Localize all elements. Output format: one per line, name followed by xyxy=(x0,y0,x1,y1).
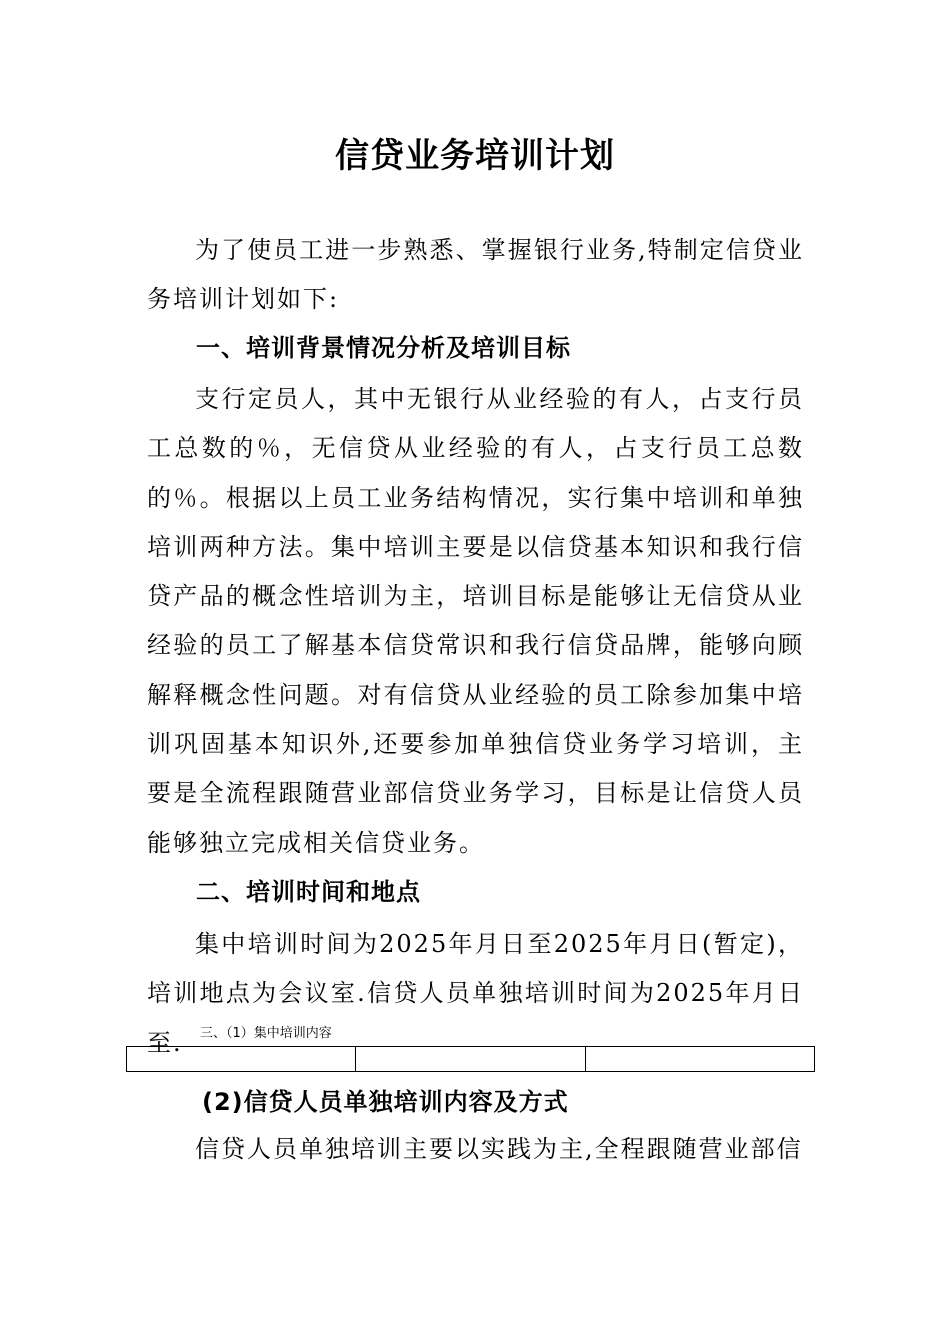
section-3-label: 三、（1）集中培训内容 xyxy=(200,1026,332,1041)
section-2-heading: 二、培训时间和地点 xyxy=(196,878,421,906)
table-cell xyxy=(127,1047,356,1072)
table-row xyxy=(127,1047,815,1072)
intro-paragraph: 为了使员工进一步熟悉、掌握银行业务,特制定信贷业务培训计划如下: xyxy=(147,236,804,314)
table-cell xyxy=(585,1047,814,1072)
section-2-paragraph: 集中培训时间为2025年月日至2025年月日(暂定)，培训地点为会议室.信贷人员单独培训时间为2025年月日至. xyxy=(147,930,804,1057)
section-1-paragraph: 支行定员人，其中无银行从业经验的有人，占支行员工总数的％，无信贷从业经验的有人，占支行员工总数的％。根据以上员工业务结构情况，实行集中培训和单独培训两种方法。集中培训主要是以信贷基本知识和我行信贷产品的概念性培训为主，培训目标是能够让无信贷从业经验的员工了解基本信贷常识和我行信贷品牌，能够向顾解释概念性问题。对有信贷从业经验的员工除参加集中培训巩固基本知识外,还要参加单独信贷业务学习培训，主要是全流程跟随营业部信贷业务学习，目标是让信贷人员能够独立完成相关信贷业务。 xyxy=(147,385,804,857)
section-1-heading: 一、培训背景情况分析及培训目标 xyxy=(196,334,571,362)
training-content-table xyxy=(126,1046,815,1072)
document-title: 信贷业务培训计划 xyxy=(335,136,615,176)
table-cell xyxy=(356,1047,585,1072)
section-4-paragraph: 信贷人员单独培训主要以实践为主,全程跟随营业部信 xyxy=(195,1135,803,1163)
section-4-heading: (2)信贷人员单独培训内容及方式 xyxy=(202,1088,569,1116)
